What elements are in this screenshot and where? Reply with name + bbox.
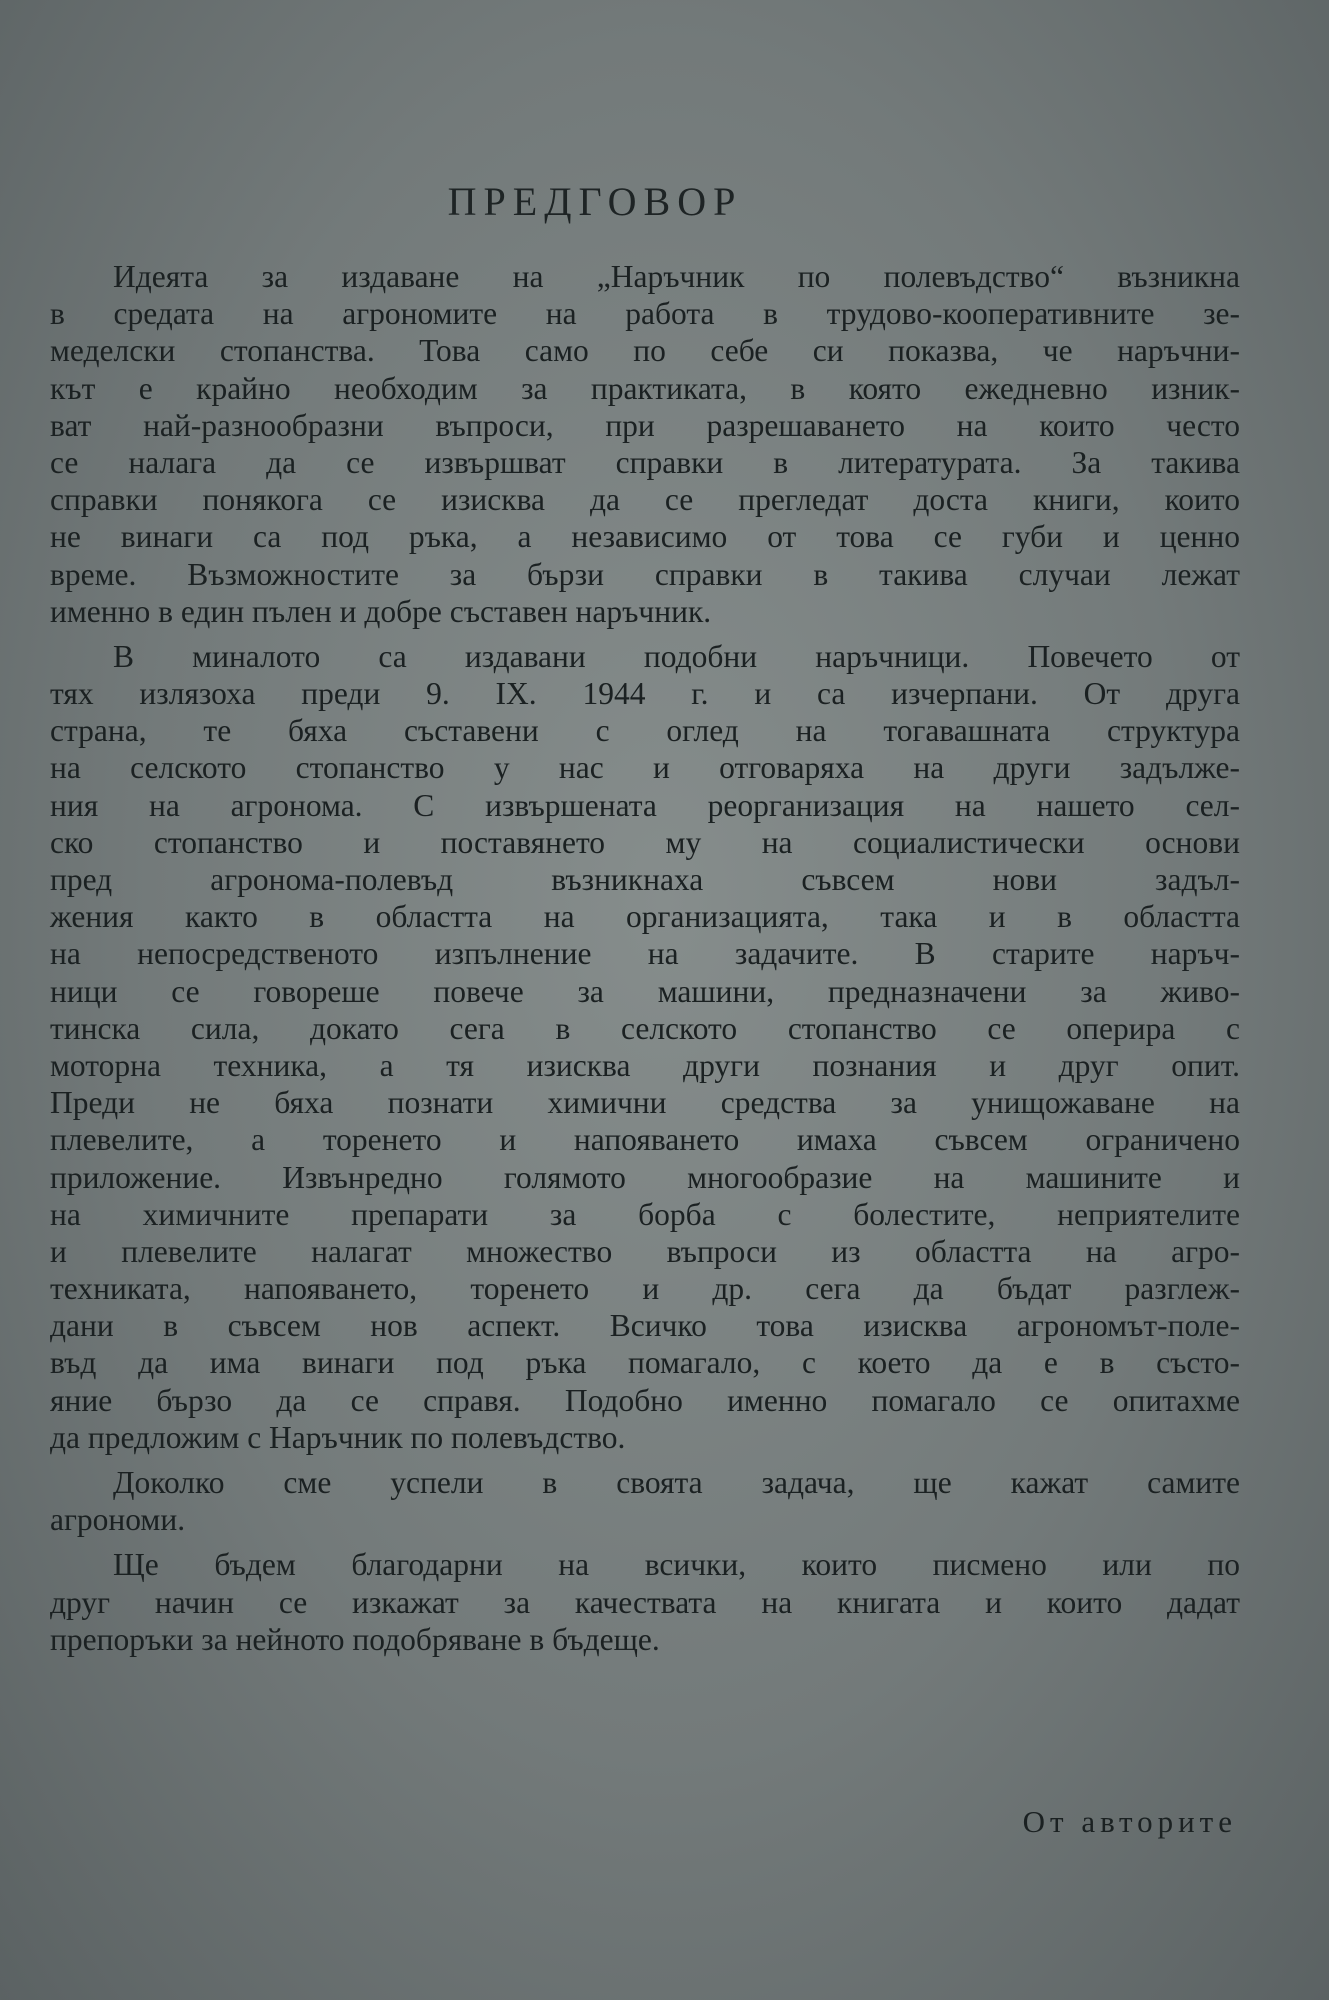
text-line: ници се говореше повече за машини, предназначени за живо-	[50, 973, 1240, 1009]
signature: От авторите	[1022, 1804, 1237, 1839]
text-line: на химичните препарати за борба с болестите, неприятелите	[50, 1196, 1240, 1232]
text-line: на непосредственото изпълнение на задачите. В старите наръч-	[50, 936, 1240, 972]
text-line: не винаги са под ръка, а независимо от това се губи и ценно	[50, 519, 1240, 555]
text-line: в средата на агрономите на работа в трудово-кооперативните зе-	[50, 296, 1240, 332]
text-line: въд да има винаги под ръка помагало, с което да е в състо-	[50, 1345, 1240, 1381]
page-title: ПРЕДГОВОР	[447, 179, 743, 224]
paragraph	[50, 1546, 1240, 1658]
text-line: ват най-разнообразни въпроси, при разрешаването на които често	[50, 407, 1240, 443]
text-line: жения както в областта на организацията, така и в областта	[50, 899, 1240, 935]
paragraph	[50, 258, 1240, 630]
text-line: Доколко сме успели в своята задача, ще кажат самите	[113, 1465, 1240, 1500]
text-line: тях излязоха преди 9. IX. 1944 г. и са изчерпани. От друга	[50, 676, 1240, 712]
text-line: ния на агронома. С извършената реорганизация на нашето сел-	[50, 787, 1240, 823]
paragraph	[50, 1464, 1240, 1538]
text-line: справки понякога се изисква да се прегледат доста книги, които	[50, 482, 1240, 518]
text-line: меделски стопанства. Това само по себе си показва, че наръчни-	[50, 333, 1240, 369]
text-line: препоръки за нейното подобряване в бъдеще.	[50, 1621, 660, 1657]
text-line: яние бързо да се справя. Подобно именно помагало се опитахме	[50, 1382, 1240, 1418]
text-line: страна, те бяха съставени с оглед на тогавашната структура	[50, 713, 1240, 749]
text-line: приложение. Извънредно голямото многообразие на машините и	[50, 1159, 1240, 1195]
preface-body	[50, 258, 1240, 1658]
paragraph	[50, 638, 1240, 1456]
text-line: пред агронома-полевъд възникнаха съвсем нови задъл-	[50, 862, 1240, 897]
paragraph-gap	[50, 630, 1240, 638]
text-line: моторна техника, а тя изисква други познания и друг опит.	[50, 1047, 1240, 1083]
text-line: Ще бъдем благодарни на всички, които писмено или по	[113, 1547, 1240, 1583]
text-line: се налага да се извършват справки в литературата. За такива	[50, 444, 1240, 480]
text-line: да предложим с Наръчник по полевъдство.	[50, 1419, 626, 1455]
text-line: техниката, напояването, торенето и др. сега да бъдат разглеж-	[50, 1271, 1240, 1307]
text-line: на селското стопанство у нас и отговаряха на други задълже-	[50, 750, 1240, 786]
text-line: и плевелите налагат множество въпроси из областта на агро-	[50, 1233, 1240, 1269]
text-line: дани в съвсем нов аспект. Всичко това изисква агрономът-поле-	[50, 1308, 1240, 1344]
text-line: ско стопанство и поставянето му на социалистически основи	[50, 824, 1240, 860]
text-line: тинска сила, докато сега в селското стопанство се оперира с	[50, 1010, 1240, 1046]
text-line: време. Възможностите за бързи справки в такива случаи лежат	[50, 556, 1240, 592]
paragraph-gap	[50, 1456, 1240, 1464]
text-line: Идеята за издаване на „Наръчник по полевъдство“ възникна	[113, 259, 1240, 294]
text-line: В миналото са издавани подобни наръчници. Повечето от	[113, 638, 1240, 674]
text-line: Преди не бяха познати химични средства за унищожаване на	[50, 1085, 1240, 1121]
text-line: кът е крайно необходим за практиката, в която ежедневно изник-	[50, 370, 1240, 406]
text-line: друг начин се изкажат за качествата на книгата и които дадат	[50, 1584, 1240, 1620]
text-line: агрономи.	[50, 1502, 186, 1538]
text-line: плевелите, а торенето и напояването имаха съвсем ограничено	[50, 1122, 1240, 1158]
paragraph-gap	[50, 1538, 1240, 1546]
text-line: именно в един пълен и добре съставен наръчник.	[50, 593, 712, 629]
